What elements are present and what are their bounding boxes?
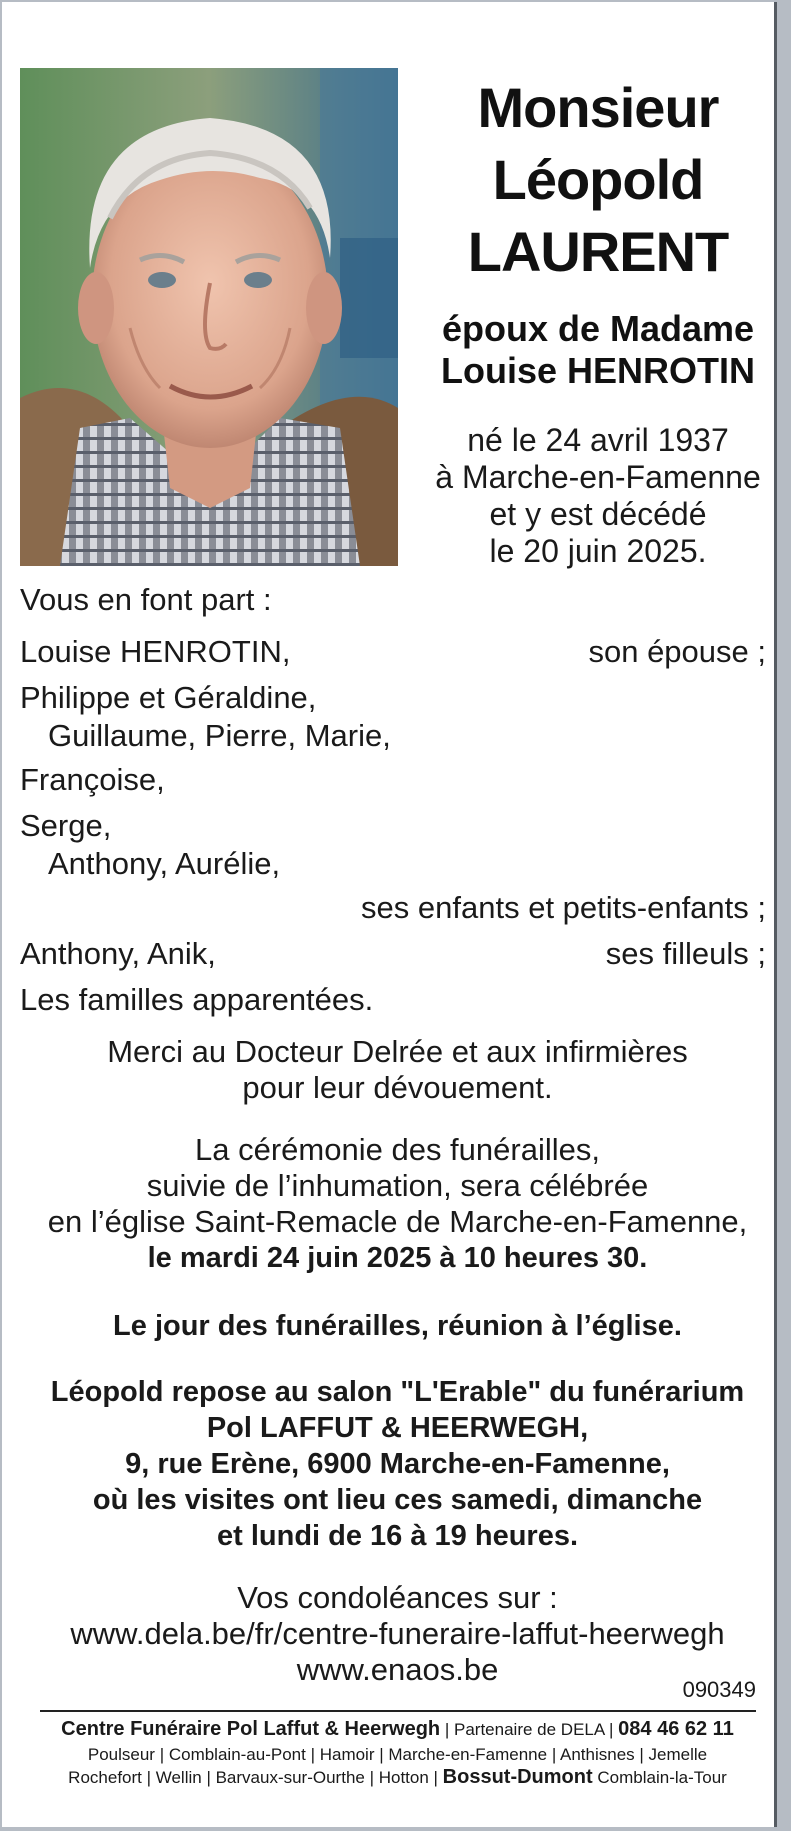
footer-line-2: Poulseur | Comblain-au-Pont | Hamoir | Marche-en-Famenne | Anthisnes | Jemelle bbox=[87, 1745, 708, 1764]
thanks-block bbox=[2, 1034, 791, 1106]
birth-line-3: et y est décédé bbox=[489, 496, 707, 532]
ceremony-line-2: suivie de l’inhumation, sera célébrée bbox=[146, 1168, 649, 1203]
birth-line-2: à Marche-en-Famenne bbox=[435, 459, 761, 495]
funerarium-line-2: Pol LAFFUT & HEERWEGH, bbox=[206, 1412, 589, 1444]
deceased-name bbox=[418, 72, 778, 288]
ceremony-line-3: en l’église Saint-Remacle de Marche-en-Famenne, bbox=[47, 1204, 748, 1239]
portrait-photo bbox=[20, 68, 398, 566]
name-last: LAURENT bbox=[467, 220, 729, 283]
family-child-3: Serge, bbox=[20, 808, 112, 843]
family-godchildren-role: ses filleuls ; bbox=[605, 936, 766, 971]
family-godchildren: Anthony, Anik, bbox=[20, 936, 216, 971]
footer-company: Centre Funéraire Pol Laffut & Heerwegh bbox=[61, 1718, 441, 1740]
funerarium-line-3: 9, rue Erène, 6900 Marche-en-Famenne, bbox=[125, 1448, 670, 1480]
family-relatives: Les familles apparentées. bbox=[20, 982, 374, 1017]
condolences-url-1[interactable]: www.dela.be/fr/centre-funeraire-laffut-heerwegh bbox=[70, 1616, 725, 1651]
birth-line-4: le 20 juin 2025. bbox=[489, 533, 707, 569]
spouse-line-1: époux de Madame bbox=[441, 308, 755, 349]
footer-divider bbox=[40, 1710, 756, 1712]
ceremony-block bbox=[2, 1132, 791, 1276]
condolences-intro: Vos condoléances sur : bbox=[237, 1580, 558, 1615]
funerarium-line-1: Léopold repose au salon "L'Erable" du funérarium bbox=[50, 1376, 745, 1408]
footer-line-3 bbox=[2, 1766, 791, 1789]
funerarium-line-5: et lundi de 16 à 19 heures. bbox=[216, 1520, 579, 1552]
footer-locations: Rochefort | Wellin | Barvaux-sur-Ourthe | Hotton | bbox=[68, 1768, 443, 1787]
name-first: Léopold bbox=[492, 148, 704, 211]
birth-line-1: né le 24 avril 1937 bbox=[467, 422, 729, 458]
name-title: Monsieur bbox=[477, 76, 719, 139]
birth-death-block bbox=[418, 422, 778, 570]
condolences-url-2[interactable]: www.enaos.be bbox=[296, 1652, 499, 1687]
family-intro: Vous en font part : bbox=[20, 582, 272, 617]
condolences-block bbox=[2, 1580, 791, 1688]
family-grandchildren-2: Anthony, Aurélie, bbox=[48, 846, 281, 881]
thanks-line-2: pour leur dévouement. bbox=[242, 1070, 553, 1105]
thanks-line-1: Merci au Docteur Delrée et aux infirmières bbox=[107, 1034, 688, 1069]
family-grandchildren-1: Guillaume, Pierre, Marie, bbox=[48, 718, 391, 753]
family-child-1: Philippe et Géraldine, bbox=[20, 680, 317, 715]
spouse-block bbox=[418, 308, 778, 392]
funerarium-block bbox=[2, 1374, 791, 1554]
family-children-role: ses enfants et petits-enfants ; bbox=[361, 890, 766, 925]
obituary-page bbox=[2, 2, 777, 1827]
family-spouse-name: Louise HENROTIN, bbox=[20, 634, 291, 669]
spouse-line-2: Louise HENROTIN bbox=[440, 350, 755, 391]
footer-comblain: Comblain-la-Tour bbox=[592, 1768, 727, 1787]
ceremony-date: le mardi 24 juin 2025 à 10 heures 30. bbox=[147, 1242, 648, 1274]
funerarium-line-4: où les visites ont lieu ces samedi, dimanche bbox=[92, 1484, 703, 1516]
footer-phone: 084 46 62 11 bbox=[618, 1718, 734, 1740]
family-spouse-role: son épouse ; bbox=[588, 634, 766, 669]
ceremony-line-1: La cérémonie des funérailles, bbox=[195, 1132, 600, 1167]
portrait-illustration bbox=[20, 68, 398, 566]
reference-number: 090349 bbox=[682, 1677, 756, 1702]
family-child-2: Françoise, bbox=[20, 762, 165, 797]
meeting-notice: Le jour des funérailles, réunion à l’église. bbox=[113, 1310, 682, 1342]
footer-partner: | Partenaire de DELA | bbox=[440, 1720, 619, 1739]
footer-bossut: Bossut-Dumont bbox=[442, 1766, 593, 1788]
footer-line-1 bbox=[2, 1718, 791, 1741]
